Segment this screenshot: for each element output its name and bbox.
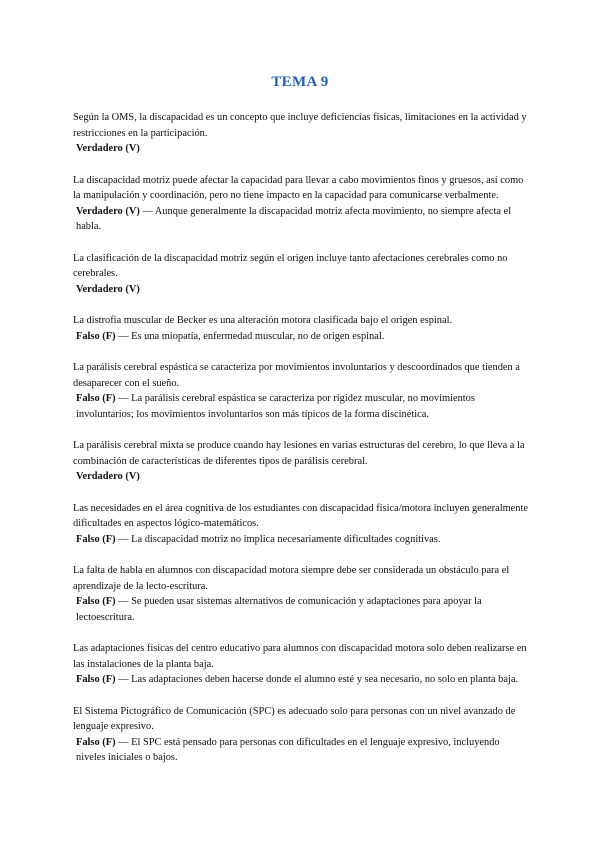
statement: Las adaptaciones físicas del centro educativo para alumnos con discapacidad motora solo deben realizarse en las instalaciones de la planta baja. [73, 643, 527, 670]
verdict: Verdadero (V) [76, 205, 140, 217]
explanation: — El SPC está pensado para personas con dificultades en el lenguaje expresivo, incluyendo niveles iniciales o bajos. [76, 736, 500, 763]
verdict: Falso (F) [76, 533, 116, 545]
answer [73, 391, 528, 422]
list-item [73, 251, 528, 298]
verdict: Falso (F) [76, 674, 116, 685]
answer [73, 594, 528, 625]
list-item [73, 563, 528, 625]
verdict: Falso (F) [76, 393, 116, 404]
list-item [73, 438, 528, 485]
verdict: Verdadero (V) [76, 471, 140, 482]
answer [73, 735, 528, 766]
verdict: Falso (F) [76, 736, 116, 748]
verdict: Verdadero (V) [76, 143, 140, 154]
verdict: Verdadero (V) [76, 283, 140, 295]
answer [73, 672, 528, 688]
explanation: — Se pueden usar sistemas alternativos de comunicación y adaptaciones para apoyar la lectoescritura. [76, 596, 482, 623]
explanation: — Aunque generalmente la discapacidad motriz afecta movimiento, no siempre afecta el habla. [76, 205, 512, 232]
verdict: Falso (F) [76, 330, 116, 342]
list-item [73, 313, 528, 344]
list-item [73, 173, 528, 235]
page-title: TEMA 9 [271, 74, 329, 90]
verdict: Falso (F) [76, 596, 116, 607]
explanation: — Es una miopatía, enfermedad muscular, no de origen espinal. [115, 330, 385, 342]
statement: La distrofia muscular de Becker es una alteración motora clasificada bajo el origen espinal. [73, 315, 453, 326]
list-item [73, 641, 528, 688]
explanation: — Las adaptaciones deben hacerse donde el alumno esté y sea necesario, no solo en planta baja. [115, 674, 519, 685]
statement: La falta de habla en alumnos con discapacidad motora siempre debe ser considerada un obstáculo para el aprendizaje de la lecto-escritura. [73, 565, 510, 592]
list-item [73, 704, 528, 766]
list-item [73, 110, 528, 157]
answer [73, 204, 528, 235]
list-item [73, 501, 528, 548]
statement: El Sistema Pictográfico de Comunicación (SPC) es adecuado solo para personas con un nivel avanzado de lenguaje expresivo. [73, 705, 516, 732]
explanation: — La parálisis cerebral espástica se caracteriza por rigidez muscular, no movimientos involuntarios; los movimientos involuntarios son más típicos de la forma discinética. [76, 393, 475, 420]
statement: La discapacidad motriz puede afectar la capacidad para llevar a cabo movimientos finos y gruesos, así como la manipulación y coordinación, pero no tiene impacto en la capacidad para comunicarse verbalmente. [73, 174, 524, 201]
statement: Según la OMS, la discapacidad es un concepto que incluye deficiencias físicas, limitaciones en la actividad y restricciones en la participación. [73, 112, 527, 139]
explanation: — La discapacidad motriz no implica necesariamente dificultades cognitivas. [115, 533, 441, 545]
statement: La parálisis cerebral espástica se caracteriza por movimientos involuntarios y descoordinados que tienden a desaparecer con el sueño. [73, 362, 520, 389]
statement: La parálisis cerebral mixta se produce cuando hay lesiones en varias estructuras del cerebro, lo que lleva a la combinación de características de diferentes tipos de parálisis cerebral. [73, 440, 525, 467]
answer [73, 469, 528, 485]
answer [73, 282, 528, 298]
statement: Las necesidades en el área cognitiva de los estudiantes con discapacidad física/motora incluyen generalmente dificultades en aspectos lógico-matemáticos. [73, 502, 528, 529]
list-item [73, 360, 528, 422]
statement: La clasificación de la discapacidad motriz según el origen incluye tanto afectaciones cerebrales como no cerebrales. [73, 252, 508, 279]
answer [73, 141, 528, 157]
question-list [73, 110, 528, 782]
answer [73, 532, 528, 548]
answer [73, 329, 528, 345]
